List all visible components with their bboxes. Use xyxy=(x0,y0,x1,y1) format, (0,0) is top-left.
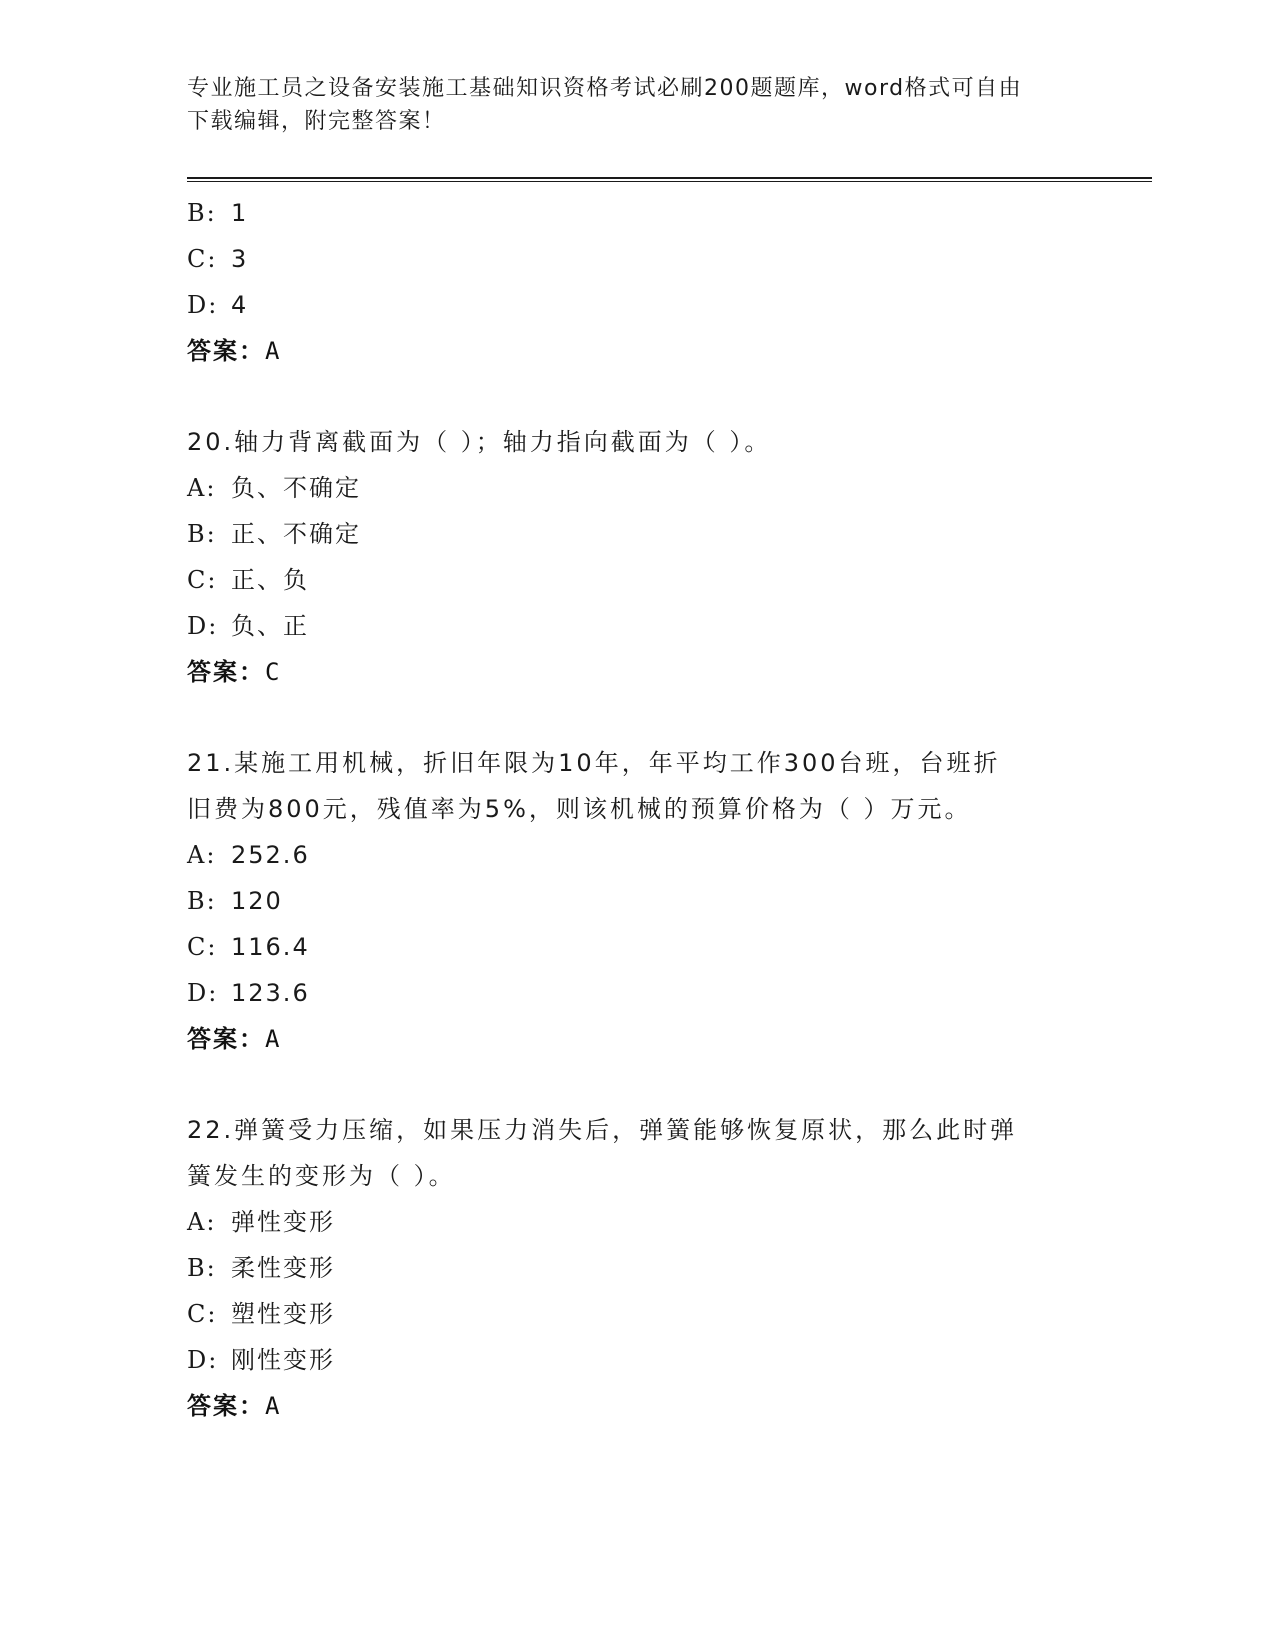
option-text: 120 xyxy=(231,887,283,915)
answer-value: A xyxy=(265,1025,282,1053)
option-c xyxy=(187,236,1087,282)
option-key: D: xyxy=(187,1346,219,1374)
option-text: 负、正 xyxy=(231,612,309,640)
option-text: 正、不确定 xyxy=(231,520,361,548)
option-d xyxy=(187,1337,1087,1383)
answer-value: C xyxy=(265,658,282,686)
option-key: A: xyxy=(187,1208,217,1236)
option-text: 252.6 xyxy=(231,841,310,869)
option-d xyxy=(187,970,1087,1016)
option-text: 1 xyxy=(231,199,249,227)
question-22 xyxy=(187,1107,1087,1429)
answer-label: 答案： xyxy=(187,658,265,686)
option-text: 正、负 xyxy=(231,566,309,594)
option-key: B: xyxy=(187,199,217,227)
header-line-2: 下载编辑，附完整答案！ xyxy=(187,109,446,134)
option-d xyxy=(187,282,1087,328)
option-d xyxy=(187,603,1087,649)
option-text: 负、不确定 xyxy=(231,474,361,502)
answer-line xyxy=(187,1383,1087,1429)
header-divider xyxy=(187,177,1152,182)
option-a xyxy=(187,1199,1087,1245)
question-20 xyxy=(187,419,1087,695)
option-key: D: xyxy=(187,291,219,319)
option-key: C: xyxy=(187,933,218,961)
question-list xyxy=(187,190,1087,1429)
option-text: 3 xyxy=(231,245,249,273)
option-b xyxy=(187,878,1087,924)
option-key: D: xyxy=(187,979,219,1007)
option-key: C: xyxy=(187,566,218,594)
option-key: B: xyxy=(187,520,217,548)
document-header xyxy=(187,72,1067,138)
option-a xyxy=(187,465,1087,511)
option-key: B: xyxy=(187,1254,217,1282)
answer-label: 答案： xyxy=(187,1025,265,1053)
option-key: D: xyxy=(187,612,219,640)
option-text: 123.6 xyxy=(231,979,310,1007)
option-c xyxy=(187,1291,1087,1337)
option-text: 弹性变形 xyxy=(231,1208,335,1236)
question-text-line-2: 旧费为800元，残值率为5%，则该机械的预算价格为（ ）万元。 xyxy=(187,795,972,823)
answer-value: A xyxy=(265,337,282,365)
option-a xyxy=(187,832,1087,878)
option-text: 刚性变形 xyxy=(231,1346,335,1374)
answer-line xyxy=(187,328,1087,374)
option-c xyxy=(187,557,1087,603)
option-b xyxy=(187,190,1087,236)
answer-value: A xyxy=(265,1392,282,1420)
option-key: C: xyxy=(187,245,218,273)
question-19-partial xyxy=(187,190,1087,374)
question-text-line-2: 簧发生的变形为（ ）。 xyxy=(187,1162,456,1190)
question-21 xyxy=(187,740,1087,1062)
option-c xyxy=(187,924,1087,970)
answer-line xyxy=(187,1016,1087,1062)
answer-line xyxy=(187,649,1087,695)
answer-label: 答案： xyxy=(187,337,265,365)
header-line-1: 专业施工员之设备安装施工基础知识资格考试必刷200题题库，word格式可自由 xyxy=(187,76,1023,101)
option-text: 塑性变形 xyxy=(231,1300,335,1328)
option-key: A: xyxy=(187,474,217,502)
option-key: B: xyxy=(187,887,217,915)
option-text: 柔性变形 xyxy=(231,1254,335,1282)
option-b xyxy=(187,511,1087,557)
question-text-line-1: 21.某施工用机械，折旧年限为10年，年平均工作300台班，台班折 xyxy=(187,749,1001,777)
option-b xyxy=(187,1245,1087,1291)
option-text: 4 xyxy=(231,291,249,319)
answer-label: 答案： xyxy=(187,1392,265,1420)
question-text: 20.轴力背离截面为（ ）；轴力指向截面为（ ）。 xyxy=(187,428,772,456)
option-key: C: xyxy=(187,1300,218,1328)
option-key: A: xyxy=(187,841,217,869)
option-text: 116.4 xyxy=(231,933,310,961)
question-text-line-1: 22.弹簧受力压缩，如果压力消失后，弹簧能够恢复原状，那么此时弹 xyxy=(187,1116,1018,1144)
